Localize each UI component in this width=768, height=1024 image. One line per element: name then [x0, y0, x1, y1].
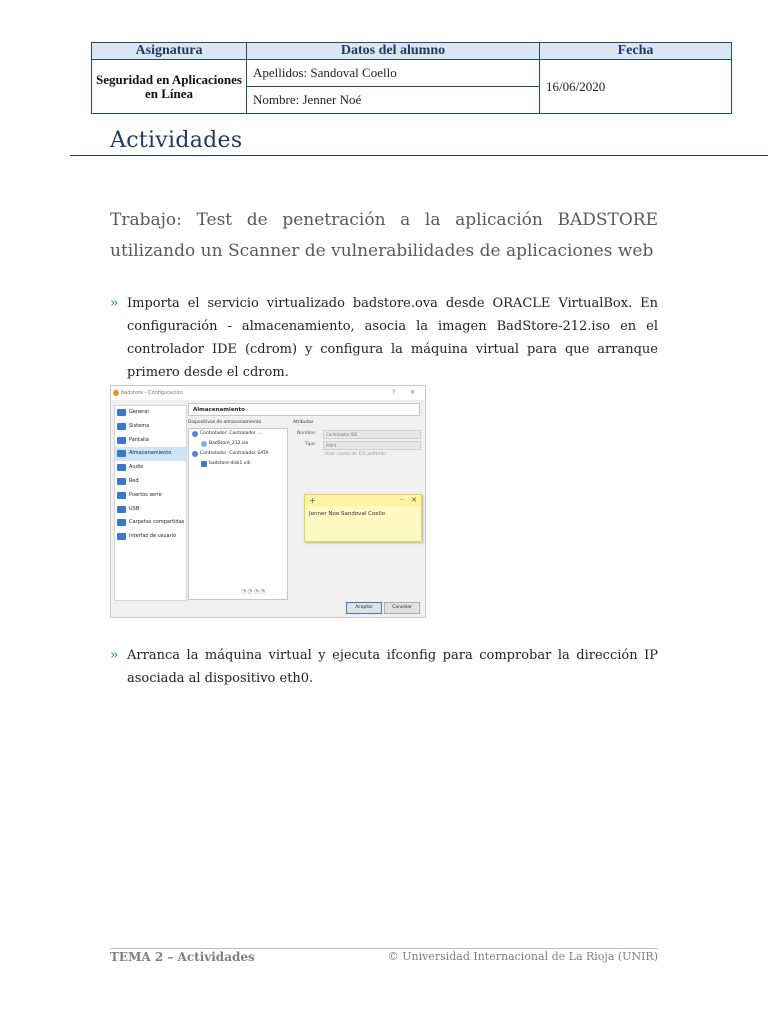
asignatura-value: Seguridad en Aplicaciones en Línea	[92, 60, 247, 114]
footer-rule	[110, 948, 658, 949]
system-icon	[117, 423, 126, 430]
section-title: Actividades	[110, 128, 243, 153]
attributes-label: Atributos	[293, 420, 314, 425]
close-icon: ✕	[409, 389, 415, 396]
usb-icon	[117, 506, 126, 513]
folder-icon	[117, 519, 126, 526]
controller-icon	[192, 431, 198, 437]
more-icon: ···	[399, 497, 405, 504]
bullet-mark: »	[110, 295, 119, 311]
fecha-value: 16/06/2020	[540, 60, 732, 114]
type-field: PIIX4	[323, 441, 421, 450]
sidebar-item-audio: Audio	[115, 461, 186, 475]
sidebar-item-almacenamiento: Almacenamiento	[115, 447, 186, 461]
accept-button: Aceptar	[346, 602, 382, 614]
vb-sidebar	[114, 405, 187, 601]
sidebar-item-puertos-serie: Puertos serie	[115, 489, 186, 503]
tree-item: Controlador: Controlador SATA	[189, 449, 287, 459]
sidebar-item-usb: USB	[115, 503, 186, 517]
name-field: Controlador IDE	[323, 430, 421, 439]
sticky-note-text: Jenner Noe Sandoval Coello	[309, 511, 386, 517]
sidebar-item-carpetas: Carpetas compartidas	[115, 516, 186, 530]
header-col-fecha: Fecha	[540, 43, 732, 60]
bullet-text: Arranca la máquina virtual y ejecuta ifconfig para comprobar la dirección IP asociada al dispositivo eth0.	[127, 648, 658, 686]
bullet-text: Importa el servicio virtualizado badstore.ova desde ORACLE VirtualBox. En configuración - almacenamiento, asocia la imagen BadStore-212.iso en el controlador IDE (cdrom) y configura la máquina virtual para que arranque primero desde el cdrom.	[127, 296, 658, 380]
footer-left: TEMA 2 – Actividades	[110, 950, 255, 964]
type-label: Tipo:	[305, 442, 316, 447]
virtualbox-icon	[113, 390, 119, 396]
disk-icon	[201, 461, 207, 467]
vb-window-title: badstore - Configuración	[121, 390, 183, 396]
sticky-note	[304, 494, 422, 542]
bullet-item-1	[110, 292, 658, 384]
serial-port-icon	[117, 492, 126, 499]
sidebar-item-pantalla: Pantalla	[115, 434, 186, 448]
nombre-value: Nombre: Jenner Noé	[247, 87, 540, 114]
name-label: Nombre:	[297, 431, 317, 436]
cache-checkbox-label: Usar caché de E/S anfitrión	[325, 452, 387, 457]
trabajo-heading: Trabajo: Test de penetración a la aplicación BADSTORE utilizando un Scanner de vulnerabilidades de aplicaciones web	[110, 210, 658, 261]
header-col-asignatura: Asignatura	[92, 43, 247, 60]
help-icon: ?	[391, 389, 395, 396]
plus-icon: +	[309, 496, 316, 505]
header-col-datos: Datos del alumno	[247, 43, 540, 60]
audio-icon	[117, 464, 126, 471]
general-icon	[117, 409, 126, 416]
sticky-note-bar	[305, 495, 421, 506]
header-table	[91, 42, 732, 114]
sidebar-item-red: Red	[115, 475, 186, 489]
cancel-button: Cancelar	[384, 602, 420, 614]
bullet-mark: »	[110, 647, 119, 663]
bullet-item-2	[110, 644, 658, 690]
storage-tree	[188, 428, 288, 600]
display-icon	[117, 437, 126, 444]
apellidos-value: Apellidos: Sandoval Coello	[247, 60, 540, 87]
cd-icon	[201, 441, 207, 447]
section-rule	[70, 155, 768, 156]
close-icon: ✕	[411, 496, 417, 504]
sidebar-item-sistema: Sistema	[115, 420, 186, 434]
sidebar-item-general: General	[115, 406, 186, 420]
storage-icon	[117, 450, 126, 457]
tree-item: badstore-disk1.vdi	[189, 459, 287, 469]
tree-item: Controlador: Controlador ...	[189, 429, 287, 439]
vb-titlebar	[111, 386, 425, 400]
virtualbox-screenshot	[110, 385, 426, 618]
network-icon	[117, 478, 126, 485]
controller-icon	[192, 451, 198, 457]
tree-item: BadStore_212.iso	[189, 439, 287, 449]
vb-panel-title: Almacenamiento	[188, 403, 420, 416]
user-interface-icon	[117, 533, 126, 540]
tree-tools-icons: ◔◔◔◔	[241, 588, 266, 595]
footer-right: © Universidad Internacional de La Rioja (UNIR)	[387, 950, 658, 963]
sidebar-item-interfaz: Interfaz de usuario	[115, 530, 186, 544]
devices-label: Dispositivos de almacenamiento	[188, 420, 262, 425]
